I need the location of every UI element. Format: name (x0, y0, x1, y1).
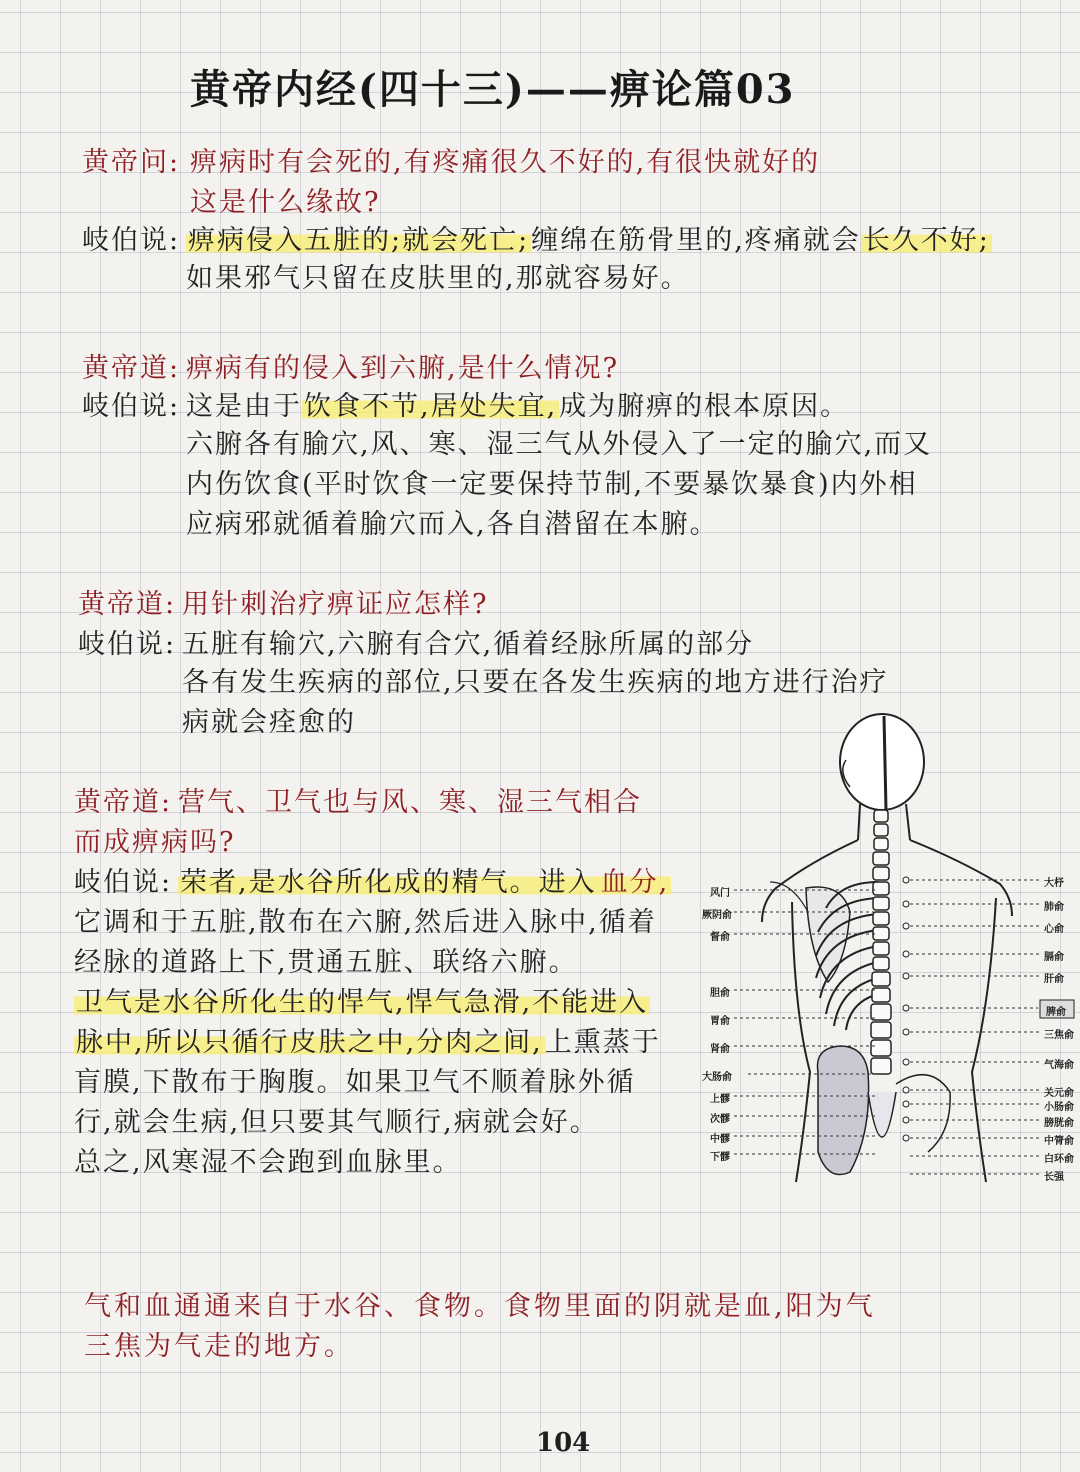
answer-speaker: 岐伯说: (82, 391, 181, 422)
acupoint-label: 三焦俞 (1044, 1030, 1074, 1041)
summary-note-line: 三焦为气走的地方。 (84, 1331, 354, 1362)
acupoint-label: 厥阴俞 (702, 910, 732, 921)
question-line: 这是什么缘故? (190, 187, 381, 218)
answer-line: 病就会痊愈的 (182, 707, 356, 738)
question-speaker: 黄帝问: (82, 147, 181, 178)
acupoint-label: 次髎 (710, 1114, 730, 1125)
acupoint-label: 中髎 (710, 1134, 730, 1145)
answer-line: 应病邪就循着腧穴而入,各自潜留在本腑。 (186, 509, 719, 540)
acupoint-label: 气海俞 (1044, 1060, 1074, 1071)
highlight: 卫气是水谷所化生的悍气,悍气急滑,不能进入 (76, 987, 649, 1018)
acupoint-label: 小肠俞 (1044, 1102, 1074, 1113)
answer-line: 内伤饮食(平时饮食一定要保持节制,不要暴饮暴食)内外相 (186, 469, 918, 500)
answer-speaker: 岐伯说: (78, 629, 177, 660)
answer-speaker: 岐伯说: (74, 867, 173, 898)
answer-line: 经脉的道路上下,贯通五脏、联络六腑。 (74, 947, 578, 978)
acupoint-label: 下髎 (710, 1152, 730, 1163)
acupoint-label: 脾俞 (1046, 1007, 1066, 1018)
acupoint-label: 风门 (710, 888, 730, 899)
answer-line (74, 1026, 661, 1060)
question-speaker: 黄帝道: (74, 787, 173, 818)
answer-line: 六腑各有腧穴,风、寒、湿三气从外侵入了一定的腧穴,而又 (186, 429, 933, 460)
highlight: 血分, (600, 867, 670, 898)
question-line: 痹病有的侵入到六腑,是什么情况? (186, 353, 620, 384)
acupoint-label: 大杼 (1044, 878, 1064, 889)
answer-speaker: 岐伯说: (82, 225, 181, 256)
highlight: 长久不好; (862, 225, 990, 256)
highlight: 脉中,所以只循行皮肤之中,分肉之间, (76, 1027, 543, 1058)
answer-line: 总之,风寒湿不会跑到血脉里。 (74, 1147, 462, 1178)
back-anatomy-drawing (700, 712, 1080, 1212)
answer-line: 它调和于五脏,散布在六腑,然后进入脉中,循着 (74, 907, 657, 938)
back-acupoint-figure (700, 712, 1080, 1212)
question-line: 用针刺治疗痹证应怎样? (182, 589, 489, 620)
acupoint-label: 肝俞 (1044, 974, 1064, 985)
page-number: 104 (536, 1428, 591, 1458)
answer-line: 如果邪气只留在皮肤里的,那就容易好。 (186, 263, 690, 294)
acupoint-label: 膈俞 (1044, 952, 1064, 963)
acupoint-label: 白环俞 (1044, 1154, 1074, 1165)
answer-line: 各有发生疾病的部位,只要在各发生疾病的地方进行治疗 (182, 667, 889, 698)
acupoint-label: 大肠俞 (702, 1072, 732, 1083)
highlight: 饮食不节,居处失宜, (304, 391, 558, 422)
question-speaker: 黄帝道: (78, 589, 177, 620)
acupoint-label: 肾俞 (710, 1044, 730, 1055)
summary-note-line: 气和血通通来自于水谷、食物。食物里面的阴就是血,阳为气 (84, 1291, 876, 1322)
question-speaker: 黄帝道: (82, 353, 181, 384)
answer-line (178, 866, 671, 900)
acupoint-label: 胆俞 (710, 988, 730, 999)
acupoint-label: 上髎 (710, 1094, 730, 1105)
acupoint-label: 胃俞 (710, 1016, 730, 1027)
highlight: 荣者,是水谷所化成的精气。进入 (180, 867, 597, 898)
acupoint-label: 关元俞 (1044, 1088, 1074, 1099)
answer-line (186, 224, 992, 258)
question-line: 营气、卫气也与风、寒、湿三气相合 (178, 787, 642, 818)
answer-line (186, 390, 849, 424)
acupoint-label: 肺俞 (1044, 902, 1064, 913)
acupoint-label: 膀胱俞 (1044, 1118, 1074, 1129)
acupoint-label: 中膂俞 (1044, 1136, 1074, 1147)
answer-text: 上熏蒸于 (544, 1027, 661, 1058)
answer-line: 行,就会生病,但只要其气顺行,病就会好。 (74, 1107, 599, 1138)
acupoint-label: 长强 (1044, 1172, 1064, 1183)
answer-text: 这是由于 (186, 391, 302, 422)
acupoint-label: 督俞 (710, 932, 730, 943)
highlight: 痹病侵入五脏的;就会死亡; (188, 225, 530, 256)
answer-text: 缠绵在筋骨里的,疼痛就会 (531, 225, 861, 256)
answer-line (74, 986, 650, 1020)
question-line: 痹病时有会死的,有疼痛很久不好的,有很快就好的 (190, 147, 821, 178)
page-title: 黄帝内经(四十三)——痹论篇03 (190, 66, 796, 113)
answer-line: 肓膜,下散布于胸腹。如果卫气不顺着脉外循 (74, 1067, 636, 1098)
question-line: 而成痹病吗? (74, 827, 236, 858)
answer-text: 成为腑痹的根本原因。 (559, 391, 850, 422)
answer-line: 五脏有输穴,六腑有合穴,循着经脉所属的部分 (182, 629, 755, 660)
acupoint-label: 心俞 (1044, 924, 1064, 935)
